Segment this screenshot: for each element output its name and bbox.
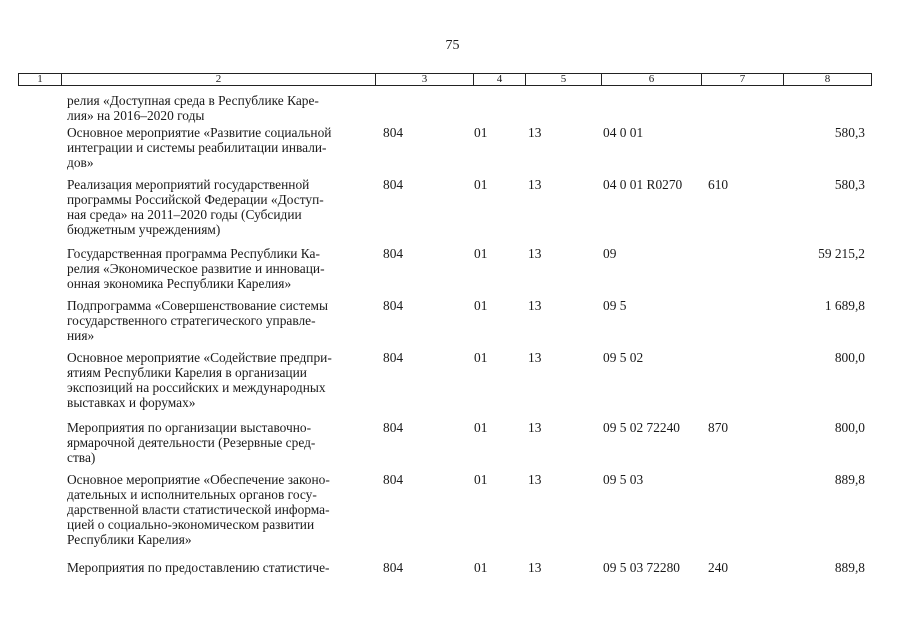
row-description-line: бюджетным учреждениям)	[67, 222, 221, 237]
row-target-article: 09 5 03	[603, 472, 644, 487]
row-description	[67, 472, 367, 547]
header-col-4: 4	[474, 74, 526, 85]
row-description	[67, 93, 367, 123]
row-amount: 800,0	[834, 420, 865, 435]
row-subsection: 13	[528, 420, 542, 435]
row-description-line: ная среда» на 2011–2020 годы (Субсидии	[67, 207, 302, 222]
row-section: 01	[474, 298, 488, 313]
row-ministry-code: 804	[383, 560, 404, 575]
row-description	[67, 125, 367, 170]
row-description-line: дательных и исполнительных органов госу-	[67, 487, 317, 502]
row-subsection: 13	[528, 246, 542, 261]
header-col-5: 5	[526, 74, 602, 85]
row-description-line: Мероприятия по предоставлению статистиче-	[67, 560, 330, 575]
row-subsection: 13	[528, 560, 542, 575]
row-description-line: Основное мероприятие «Содействие предпри-	[67, 350, 332, 365]
row-subsection: 13	[528, 472, 542, 487]
table-header	[18, 73, 872, 86]
row-ministry-code: 804	[383, 177, 404, 192]
row-section: 01	[474, 125, 488, 140]
row-description-line: онная экономика Республики Карелия»	[67, 276, 292, 291]
row-description-line: экспозиций на российских и международных	[67, 380, 326, 395]
header-col-1: 1	[19, 74, 62, 85]
row-ministry-code: 804	[383, 246, 404, 261]
row-description-line: ярмарочной деятельности (Резервные сред-	[67, 435, 316, 450]
row-ministry-code: 804	[383, 298, 404, 313]
header-col-6: 6	[602, 74, 702, 85]
row-amount: 889,8	[834, 560, 865, 575]
row-target-article: 04 0 01 R0270	[603, 177, 683, 192]
row-description-line: интеграции и системы реабилитации инвали-	[67, 140, 327, 155]
row-section: 01	[474, 472, 488, 487]
row-description-line: Мероприятия по организации выставочно-	[67, 420, 312, 435]
row-target-article: 09 5	[603, 298, 627, 313]
row-section: 01	[474, 177, 488, 192]
header-col-2: 2	[62, 74, 376, 85]
row-expense-type: 870	[708, 420, 729, 435]
row-description-line: программы Российской Федерации «Доступ-	[67, 192, 324, 207]
row-description	[67, 560, 367, 575]
row-amount: 889,8	[834, 472, 865, 487]
row-amount: 800,0	[834, 350, 865, 365]
header-col-3: 3	[376, 74, 474, 85]
row-target-article: 09 5 02	[603, 350, 644, 365]
row-description-line: дарственной власти статистической информа-	[67, 502, 330, 517]
row-section: 01	[474, 350, 488, 365]
row-subsection: 13	[528, 177, 542, 192]
row-description-line: ятиям Республики Карелия в организации	[67, 365, 307, 380]
row-amount: 580,3	[834, 125, 865, 140]
row-ministry-code: 804	[383, 350, 404, 365]
row-section: 01	[474, 560, 488, 575]
row-description	[67, 350, 367, 410]
row-target-article: 09	[603, 246, 617, 261]
row-expense-type: 240	[708, 560, 729, 575]
row-description-line: дов»	[67, 155, 94, 170]
row-description	[67, 177, 367, 237]
row-amount: 59 215,2	[818, 246, 865, 261]
row-description-line: лия» на 2016–2020 годы	[67, 108, 205, 123]
row-description-line: Реализация мероприятий государственной	[67, 177, 310, 192]
row-amount: 580,3	[834, 177, 865, 192]
row-target-article: 09 5 03 72280	[603, 560, 680, 575]
row-subsection: 13	[528, 298, 542, 313]
page-number: 75	[445, 38, 460, 53]
row-ministry-code: 804	[383, 125, 404, 140]
row-target-article: 04 0 01	[603, 125, 644, 140]
row-amount: 1 689,8	[824, 298, 865, 313]
row-description-line: ния»	[67, 328, 95, 343]
row-description-line: ства)	[67, 450, 96, 465]
header-col-7: 7	[702, 74, 784, 85]
row-description-line: Основное мероприятие «Развитие социальной	[67, 125, 332, 140]
row-section: 01	[474, 420, 488, 435]
row-description-line: Подпрограмма «Совершенствование системы	[67, 298, 329, 313]
row-subsection: 13	[528, 350, 542, 365]
row-description-line: выставках и форумах»	[67, 395, 196, 410]
row-description	[67, 420, 367, 465]
row-description-line: государственного стратегического управле-	[67, 313, 316, 328]
row-expense-type: 610	[708, 177, 729, 192]
row-description-line: цией о социально-экономическом развитии	[67, 517, 315, 532]
row-target-article: 09 5 02 72240	[603, 420, 680, 435]
row-description-line: релия «Экономическое развитие и инноваци-	[67, 261, 325, 276]
row-description-line: Государственная программа Республики Ка-	[67, 246, 320, 261]
row-description-line: релия «Доступная среда в Республике Каре-	[67, 93, 319, 108]
row-description-line: Основное мероприятие «Обеспечение законо-	[67, 472, 330, 487]
row-subsection: 13	[528, 125, 542, 140]
row-section: 01	[474, 246, 488, 261]
row-description	[67, 246, 367, 291]
row-description	[67, 298, 367, 343]
header-col-8: 8	[824, 73, 831, 85]
row-ministry-code: 804	[383, 420, 404, 435]
row-ministry-code: 804	[383, 472, 404, 487]
row-description-line: Республики Карелия»	[67, 532, 192, 547]
